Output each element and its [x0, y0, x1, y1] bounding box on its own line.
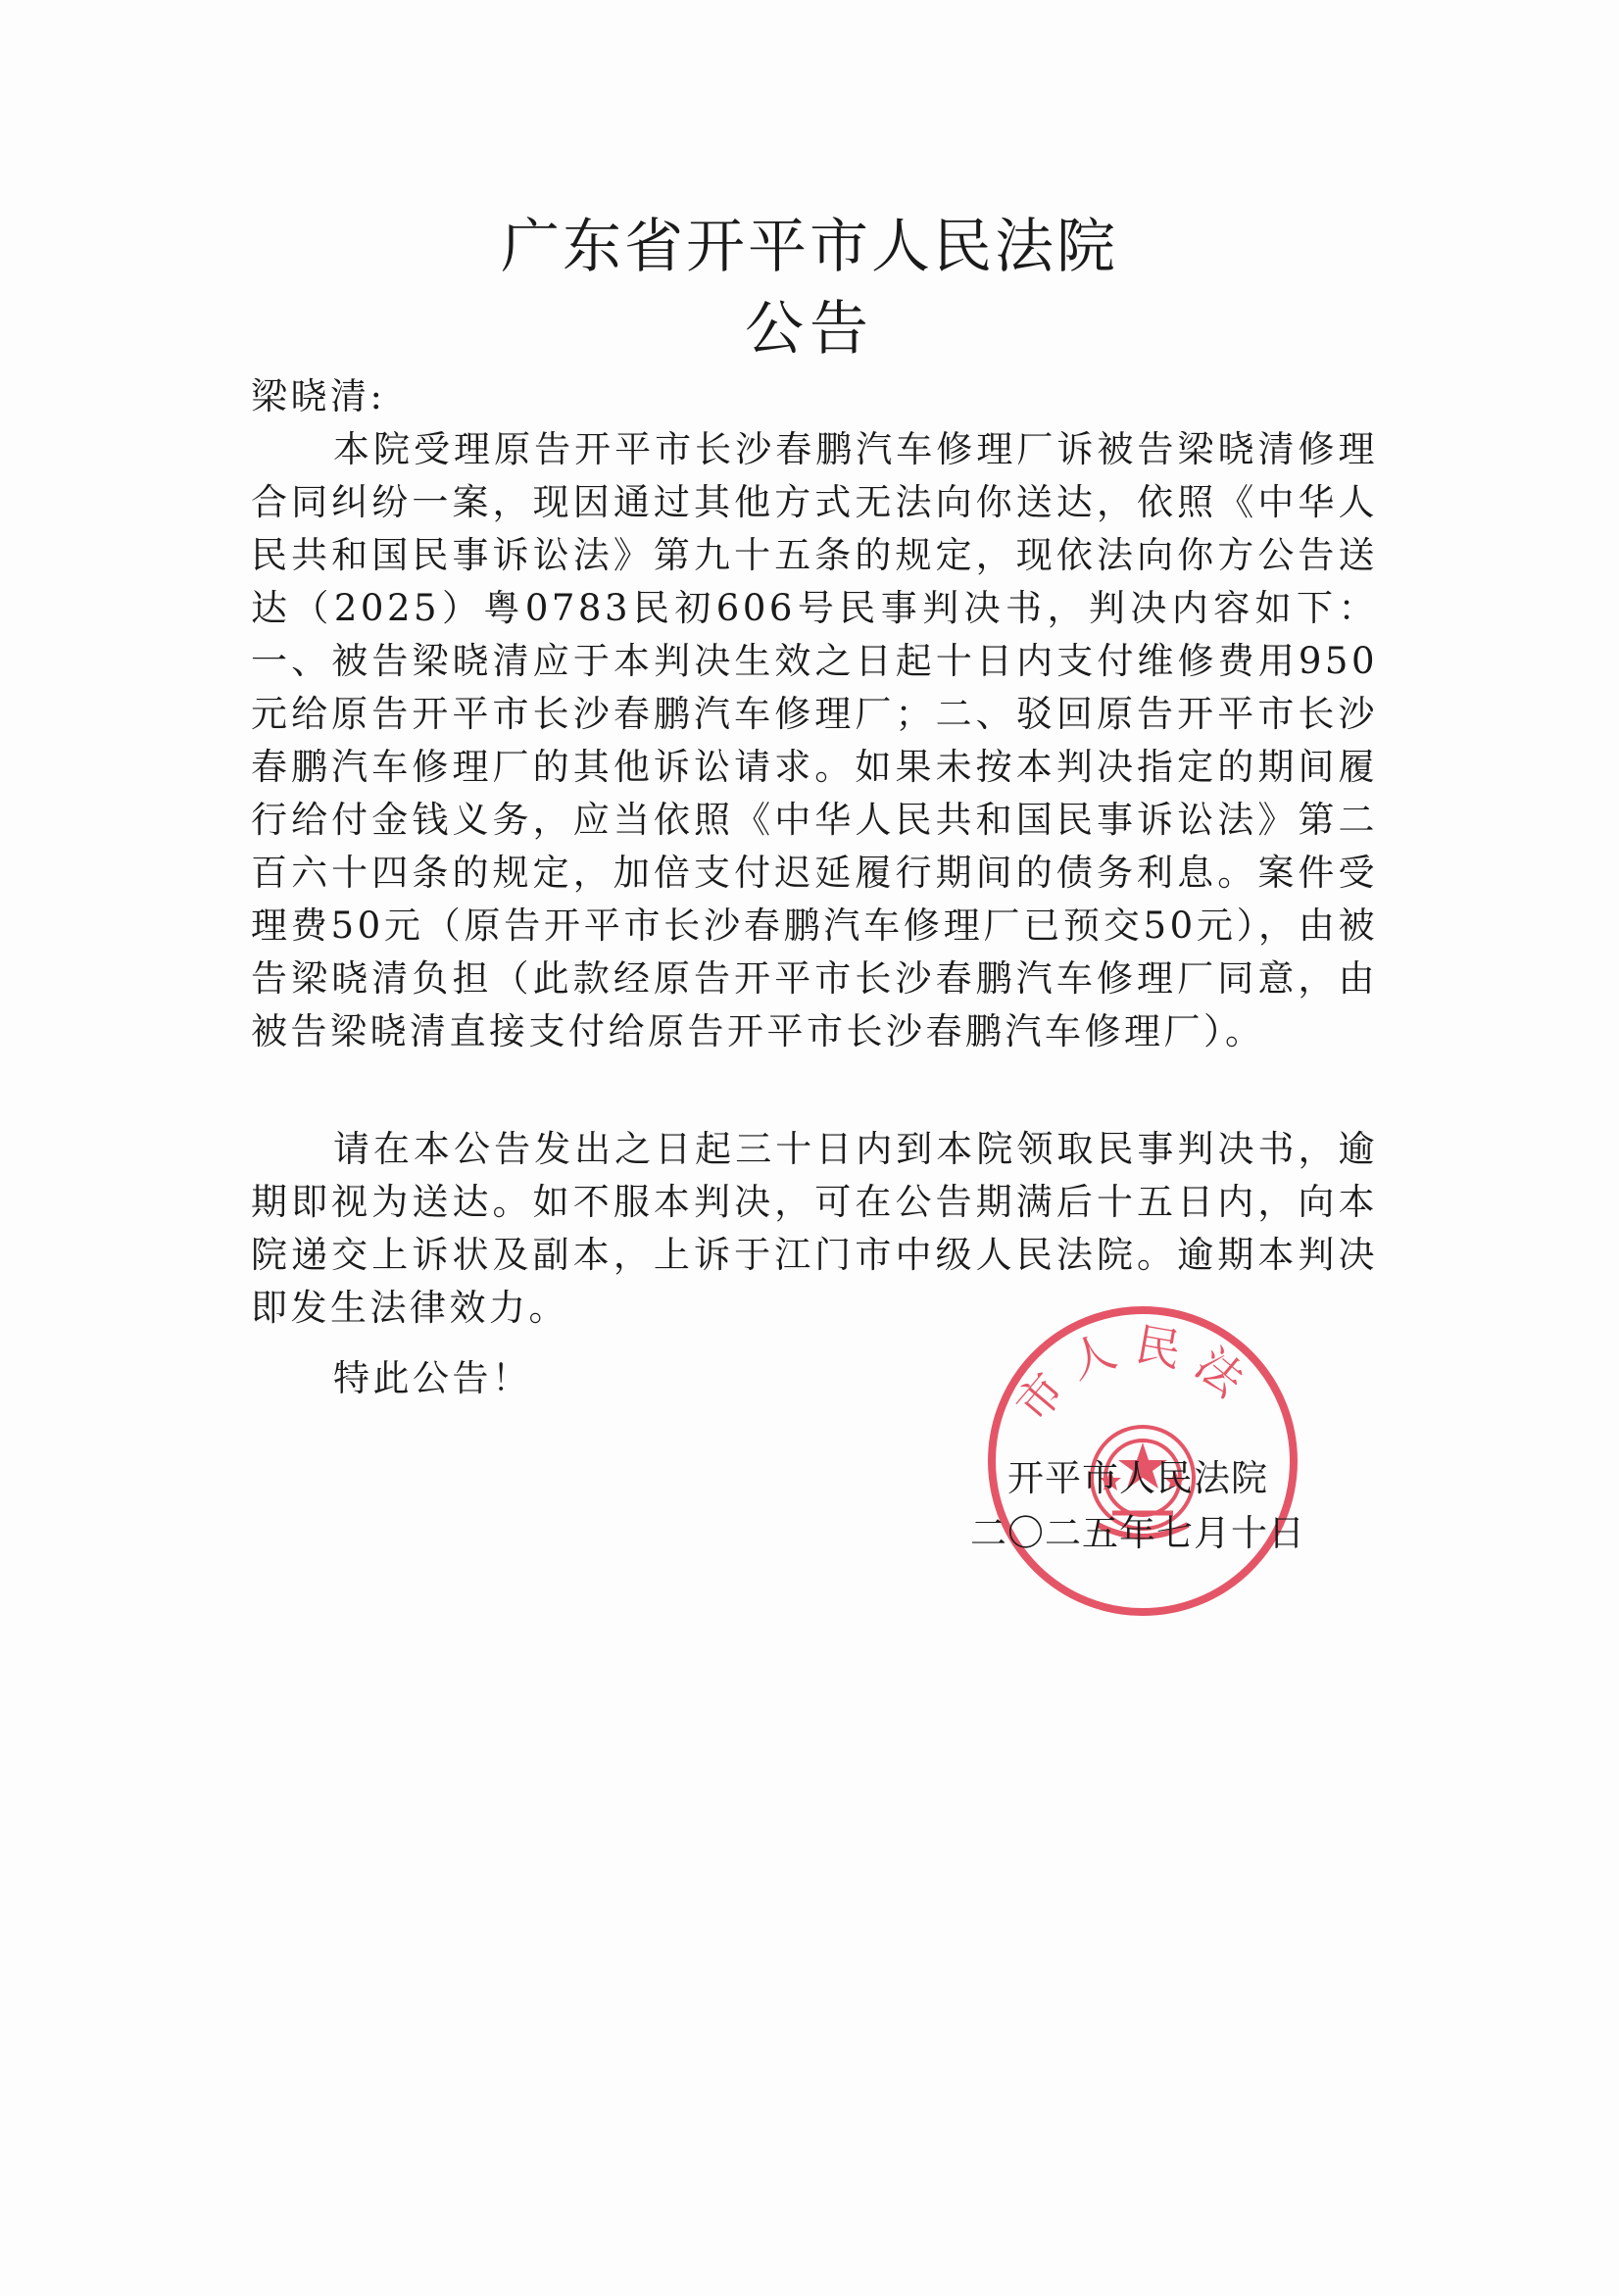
document-title: 公告 [745, 295, 874, 364]
closing-line: 特此公告！ [333, 1357, 532, 1399]
issue-date: 二〇二五年七月十日 [970, 1512, 1305, 1554]
collection-notice-paragraph: 请在本公告发出之日起三十日内到本院领取民事判决书，逾期即视为送达。如不服本判决，可在公告期满后十五日内，向本院递交上诉状及副本，上诉于江门市中级人民法院。逾期本判决即发生法律效力。 [251, 1128, 1378, 1329]
svg-text:市人民法: 市人民法 [1005, 1317, 1265, 1432]
judgment-paragraph: 本院受理原告开平市长沙春鹏汽车修理厂诉被告梁晓清修理合同纠纷一案，现因通过其他方式无法向你送达，依照《中华人民共和国民事诉讼法》第九十五条的规定，现依法向你方公告送达（2025）粤0783民初606号民事判决书，判决内容如下：一、被告梁晓清应于本判决生效之日起十日内支付维修费用950元给原告开平市长沙春鹏汽车修理厂；二、驳回原告开平市长沙春鹏汽车修理厂的其他诉讼请求。如果未按本判决指定的期间履行给付金钱义务，应当依照《中华人民共和国民事诉讼法》第二百六十四条的规定，加倍支付迟延履行期间的债务利息。案件受理费50元（原告开平市长沙春鹏汽车修理厂已预交50元），由被告梁晓清负担（此款经原告开平市长沙春鹏汽车修理厂同意，由被告梁晓清直接支付给原告开平市长沙春鹏汽车修理厂）。 [251, 428, 1378, 1052]
court-name-heading: 广东省开平市人民法院 [501, 213, 1118, 281]
addressee: 梁晓清: [251, 375, 386, 417]
issuer-signature: 开平市人民法院 [1007, 1457, 1268, 1499]
